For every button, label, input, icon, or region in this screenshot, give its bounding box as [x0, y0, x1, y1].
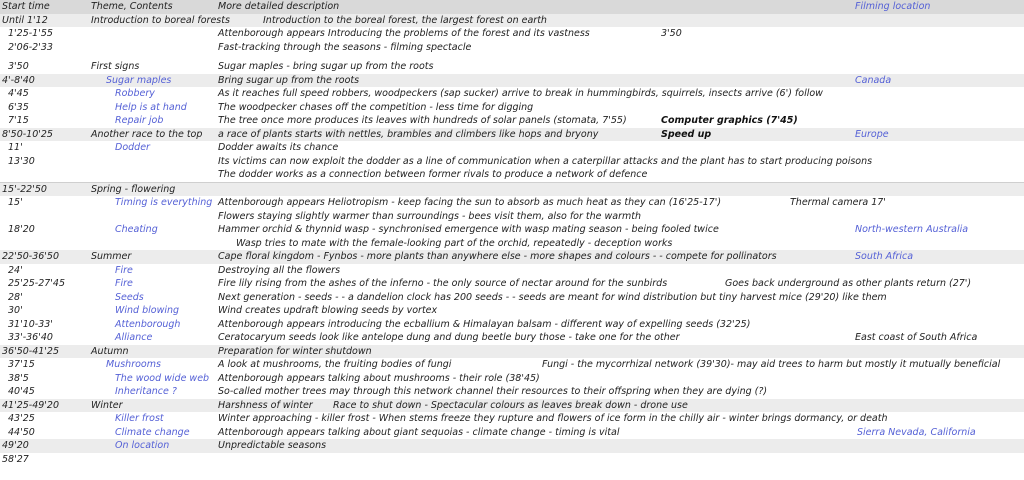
header-theme: Theme, Contents — [91, 1, 173, 12]
time-cell: 28' — [8, 291, 23, 303]
description-cell: Attenborough appears talking about mushrooms - their role (38'45) — [218, 372, 540, 384]
table-row — [0, 304, 1024, 318]
header-row — [0, 0, 1024, 14]
table-row — [0, 27, 1024, 41]
time-cell: 49'20 — [2, 440, 29, 451]
theme-cell: Robbery — [115, 88, 155, 99]
time-cell: 15'-22'50 — [2, 183, 47, 195]
table-row — [0, 41, 1024, 55]
location-cell: Europe — [855, 128, 889, 140]
header-start-time: Start time — [2, 1, 50, 12]
description-cell: Cape floral kingdom - Fynbos - more plants than anywhere else - more shapes and colours - - compete for pollinators — [218, 251, 777, 262]
location-cell: Sierra Nevada, California — [857, 426, 976, 438]
time-cell: 30' — [8, 305, 23, 316]
table-row — [0, 182, 1024, 197]
theme-cell: Inheritance ? — [115, 386, 177, 397]
theme-cell: Summer — [91, 251, 132, 262]
location-cell: Canada — [855, 74, 892, 86]
theme-cell: Spring - flowering — [91, 183, 176, 195]
description-cell: Winter approaching - killer frost - When stems freeze they rupture and flowers of ice form in the chilly air - winter brings dormancy, or death — [218, 413, 888, 424]
description-cell: Attenborough appears Introducing the problems of the forest and its vastness — [218, 28, 590, 39]
description-cell: Unpredictable seasons — [218, 440, 327, 451]
table-row — [0, 399, 1024, 413]
time-cell: 3'50 — [8, 61, 29, 72]
time-cell: 4'-8'40 — [2, 74, 35, 86]
description-cell: Fire lily rising from the ashes of the inferno - the only source of nectar around for the sunbirds — [218, 278, 668, 289]
extra-note-cell: 3'50 — [661, 28, 682, 39]
table-row — [0, 87, 1024, 101]
description-cell: Attenborough appears talking about giant sequoias - climate change - timing is vital — [218, 426, 620, 438]
extra-note-cell: Race to shut down - Spectacular colours as leaves break down - drone use — [333, 399, 688, 411]
extra-note-cell: Computer graphics (7'45) — [661, 115, 798, 126]
description-cell: Introduction to the boreal forest, the largest forest on earth — [263, 14, 547, 26]
description-cell: Dodder awaits its chance — [218, 142, 339, 153]
theme-cell: Sugar maples — [106, 74, 172, 86]
time-cell: 1'25-1'55 — [8, 28, 53, 39]
theme-cell: Fire — [115, 278, 133, 289]
table-row — [0, 168, 1024, 182]
time-cell: 36'50-41'25 — [2, 345, 60, 357]
theme-cell: Cheating — [115, 224, 158, 235]
description-cell: Attenborough appears introducing the ecballium & Himalayan balsam - different way of expelling seeds (32'25) — [218, 318, 751, 330]
time-cell: 43'25 — [8, 413, 35, 424]
time-cell: 7'15 — [8, 115, 29, 126]
description-cell: The tree once more produces its leaves with hundreds of solar panels (stomata, 7'55) — [218, 115, 627, 126]
time-cell: 40'45 — [8, 386, 35, 397]
description-cell: Bring sugar up from the roots — [218, 74, 360, 86]
location-cell: North-western Australia — [855, 224, 969, 235]
theme-cell: Another race to the top — [91, 128, 203, 140]
theme-cell: Killer frost — [115, 413, 164, 424]
table-row — [0, 277, 1024, 291]
theme-cell: Dodder — [115, 142, 150, 153]
theme-cell: Repair job — [115, 115, 164, 126]
table-row — [0, 155, 1024, 169]
theme-cell: Fire — [115, 264, 133, 276]
theme-cell: Help is at hand — [115, 101, 187, 113]
theme-cell: Autumn — [91, 345, 129, 357]
table-row — [0, 439, 1024, 453]
header-description: More detailed description — [218, 1, 340, 12]
table-row — [0, 101, 1024, 115]
table-row — [0, 114, 1024, 128]
location-cell: East coast of South Africa — [855, 332, 978, 343]
description-cell: Fast-tracking through the seasons - filming spectacle — [218, 41, 472, 53]
extra-note-cell: Speed up — [661, 128, 712, 140]
description-cell: As it reaches full speed robbers, woodpeckers (sap sucker) arrive to break in hummingbirds, squirrels, insects arrive (6') follow — [218, 88, 823, 99]
table-row — [0, 223, 1024, 237]
description-cell: Preparation for winter shutdown — [218, 345, 372, 357]
description-cell: Next generation - seeds - - a dandelion clock has 200 seeds - - seeds are meant for wind distribution but tiny harvest mice (29'20) like them — [218, 291, 887, 303]
theme-cell: The wood wide web — [115, 372, 210, 384]
description-cell: Wasp tries to mate with the female-looking part of the orchid, repeatedly - deception works — [236, 237, 673, 249]
time-cell: Until 1'12 — [2, 14, 48, 26]
theme-cell: First signs — [91, 61, 140, 72]
table-row — [0, 318, 1024, 332]
table-row — [0, 264, 1024, 278]
table-row — [0, 358, 1024, 372]
time-cell: 58'27 — [2, 453, 29, 465]
time-cell: 2'06-2'33 — [8, 41, 53, 53]
table-row — [0, 196, 1024, 210]
theme-cell: Timing is everything — [115, 197, 213, 208]
table-row — [0, 141, 1024, 155]
table-row — [0, 331, 1024, 345]
description-cell: Harshness of winter — [218, 399, 313, 411]
theme-cell: Mushrooms — [106, 359, 161, 370]
table-row — [0, 210, 1024, 224]
extra-note-cell: Fungi - the mycorrhizal network (39'30)- may aid trees to harm but mostly it mutually beneficial — [542, 359, 1001, 370]
extra-note-cell: Goes back underground as other plants return (27') — [725, 278, 972, 289]
time-cell: 13'30 — [8, 155, 35, 167]
table-row — [0, 60, 1024, 74]
time-cell: 6'35 — [8, 101, 29, 113]
header-location: Filming location — [855, 1, 931, 12]
table-row — [0, 237, 1024, 251]
location-cell: South Africa — [855, 251, 914, 262]
table-row — [0, 426, 1024, 440]
description-cell: Destroying all the flowers — [218, 264, 341, 276]
time-cell: 37'15 — [8, 359, 35, 370]
table-row — [0, 128, 1024, 142]
time-cell: 44'50 — [8, 426, 35, 438]
table-row — [0, 14, 1024, 28]
time-cell: 22'50-36'50 — [2, 251, 60, 262]
description-cell: A look at mushrooms, the fruiting bodies of fungi — [218, 359, 452, 370]
theme-cell: Winter — [91, 399, 123, 411]
time-cell: 41'25-49'20 — [2, 399, 60, 411]
time-cell: 31'10-33' — [8, 318, 53, 330]
description-cell: Flowers staying slightly warmer than surroundings - bees visit them, also for the warmth — [218, 210, 642, 222]
theme-cell: Climate change — [115, 426, 190, 438]
theme-cell: Attenborough — [115, 318, 181, 330]
description-cell: Ceratocaryum seeds look like antelope dung and dung beetle bury those - take one for the other — [218, 332, 680, 343]
time-cell: 18'20 — [8, 224, 35, 235]
description-cell: Wind creates updraft blowing seeds by vortex — [218, 305, 438, 316]
time-cell: 38'5 — [8, 372, 29, 384]
time-cell: 33'-36'40 — [8, 332, 53, 343]
table-row — [0, 372, 1024, 386]
table-row — [0, 291, 1024, 305]
table-row — [0, 250, 1024, 264]
description-cell: Hammer orchid & thynnid wasp - synchronised emergence with wasp mating season - being fooled twice — [218, 224, 719, 235]
time-cell: 8'50-10'25 — [2, 128, 53, 140]
table-row — [0, 74, 1024, 88]
description-cell: The dodder works as a connection between former rivals to produce a network of defence — [218, 169, 648, 180]
theme-cell: On location — [115, 440, 170, 451]
description-cell: Its victims can now exploit the dodder as a line of communication when a caterpillar attacks and the plant has to start producing poisons — [218, 155, 873, 167]
description-cell: a race of plants starts with nettles, brambles and climbers like hops and bryony — [218, 128, 599, 140]
description-cell: Attenborough appears Heliotropism - keep facing the sun to absorb as much heat as they can (16'25-17') — [218, 197, 722, 208]
time-cell: 11' — [8, 142, 23, 153]
extra-note-cell: Thermal camera 17' — [790, 197, 886, 208]
table-row — [0, 412, 1024, 426]
description-cell: So-called mother trees may through this network channel their resources to their offspring when they are dying (?) — [218, 386, 768, 397]
theme-cell: Alliance — [115, 332, 153, 343]
time-cell: 4'45 — [8, 88, 29, 99]
time-cell: 15' — [8, 197, 23, 208]
table-row — [0, 453, 1024, 467]
description-cell: The woodpecker chases off the competition - less time for digging — [218, 101, 534, 113]
theme-cell: Introduction to boreal forests — [91, 14, 230, 26]
theme-cell: Wind blowing — [115, 305, 180, 316]
time-cell: 25'25-27'45 — [8, 278, 66, 289]
theme-cell: Seeds — [115, 291, 144, 303]
time-cell: 24' — [8, 264, 23, 276]
table-row — [0, 385, 1024, 399]
table-row — [0, 345, 1024, 359]
description-cell: Sugar maples - bring sugar up from the roots — [218, 61, 434, 72]
